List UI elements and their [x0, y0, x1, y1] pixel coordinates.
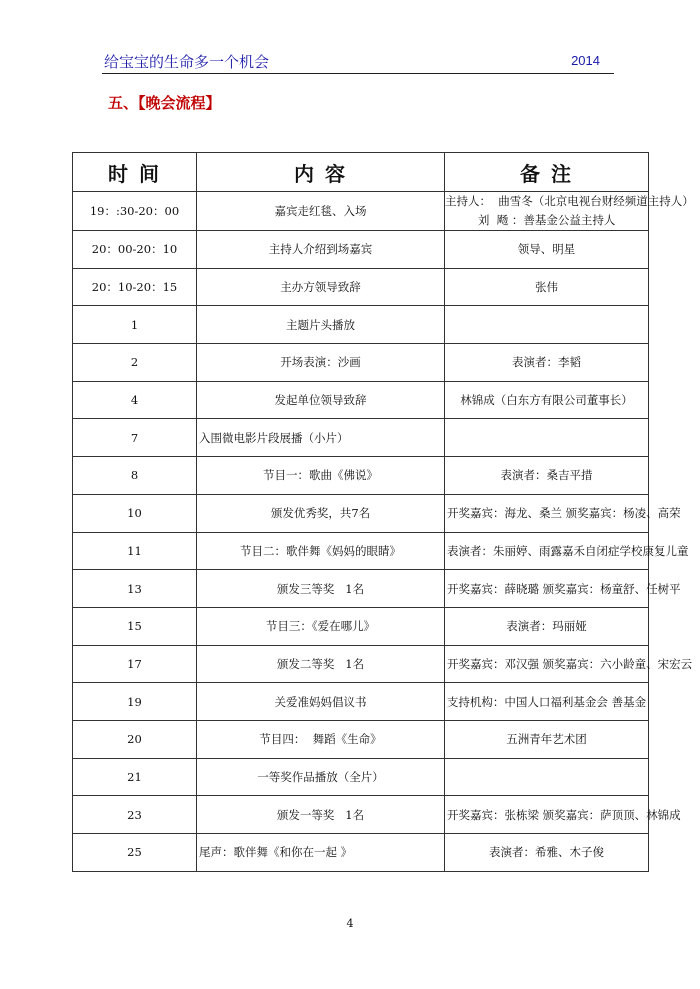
table-row	[73, 570, 649, 608]
page-number: 4	[346, 917, 354, 930]
table-row	[73, 494, 649, 532]
note-cell	[445, 192, 694, 231]
note-cell	[445, 306, 649, 344]
time-cell: 20：10-20：15	[73, 268, 197, 306]
note-cell: 领导、明星	[445, 231, 649, 269]
time-cell: 10	[73, 494, 197, 532]
time-cell: 19：:30-20：00	[73, 192, 197, 231]
note-cell: 表演者：桑吉平措	[445, 457, 649, 495]
note-cell: 开奖嘉宾：薛晓璐 颁奖嘉宾：杨童舒、任树平	[445, 570, 649, 608]
note-cell	[445, 419, 649, 457]
table-row	[73, 419, 649, 457]
content-cell: 节目三：《爱在哪儿》	[197, 607, 445, 645]
time-cell: 11	[73, 532, 197, 570]
table-row	[73, 758, 649, 796]
time-cell: 20	[73, 720, 197, 758]
table-row	[73, 720, 649, 758]
content-cell: 尾声：歌伴舞《和你在一起 》	[197, 834, 445, 872]
time-cell: 17	[73, 645, 197, 683]
content-cell: 关爱准妈妈倡议书	[197, 683, 445, 721]
time-cell: 25	[73, 834, 197, 872]
header-title: 给宝宝的生命多一个机会	[104, 53, 270, 71]
time-cell: 1	[73, 306, 197, 344]
header-year: 2014	[571, 53, 600, 68]
note-cell: 开奖嘉宾：张栋梁 颁奖嘉宾：萨顶顶、林锦成	[445, 796, 649, 834]
note-cell: 表演者：玛丽娅	[445, 607, 649, 645]
note-cell: 开奖嘉宾：海龙、桑兰 颁奖嘉宾：杨凌、高荣	[445, 494, 649, 532]
time-cell: 19	[73, 683, 197, 721]
note-cell: 表演者：李韬	[445, 344, 649, 382]
column-header-content: 内 容	[197, 153, 445, 192]
content-cell: 主办方领导致辞	[197, 268, 445, 306]
table-row	[73, 683, 649, 721]
content-cell: 开场表演：沙画	[197, 344, 445, 382]
table-row	[73, 381, 649, 419]
content-cell: 颁发三等奖 1名	[197, 570, 445, 608]
note-line: 主持人： 曲雪冬（北京电视台财经频道主持人）	[445, 194, 694, 208]
content-cell: 节目二：歌伴舞《妈妈的眼睛》	[197, 532, 445, 570]
time-cell: 21	[73, 758, 197, 796]
time-cell: 13	[73, 570, 197, 608]
table-row	[73, 306, 649, 344]
content-cell: 节目四： 舞蹈《生命》	[197, 720, 445, 758]
time-cell: 4	[73, 381, 197, 419]
note-cell: 支持机构：中国人口福利基金会 善基金	[445, 683, 649, 721]
content-cell: 主题片头播放	[197, 306, 445, 344]
time-cell: 7	[73, 419, 197, 457]
program-table	[72, 152, 694, 872]
time-cell: 23	[73, 796, 197, 834]
note-cell: 表演者：朱丽婷、雨露嘉禾自闭症学校康复儿童	[445, 532, 649, 570]
table-row	[73, 268, 649, 306]
table-row	[73, 607, 649, 645]
content-cell: 颁发一等奖 1名	[197, 796, 445, 834]
table-row	[73, 645, 649, 683]
section-heading: 五、【晚会流程】	[108, 94, 221, 112]
table-row	[73, 231, 649, 269]
note-cell: 表演者：希雅、木子俊	[445, 834, 649, 872]
content-cell: 颁发二等奖 1名	[197, 645, 445, 683]
content-cell: 节目一：歌曲《佛说》	[197, 457, 445, 495]
content-cell: 入围微电影片段展播（小片）	[197, 419, 445, 457]
content-cell: 发起单位领导致辞	[197, 381, 445, 419]
running-header	[102, 51, 614, 74]
content-cell: 主持人介绍到场嘉宾	[197, 231, 445, 269]
table-row	[73, 834, 649, 872]
content-cell: 嘉宾走红毯、入场	[197, 192, 445, 231]
table-row	[73, 344, 649, 382]
table-header-row	[73, 153, 649, 192]
table-row	[73, 796, 649, 834]
time-cell: 15	[73, 607, 197, 645]
note-cell: 张伟	[445, 268, 649, 306]
table-row	[73, 457, 649, 495]
note-cell: 开奖嘉宾：邓汉强 颁奖嘉宾：六小龄童、宋宏云	[445, 645, 649, 683]
content-cell: 一等奖作品播放（全片）	[197, 758, 445, 796]
column-header-note: 备 注	[445, 153, 649, 192]
table-row	[73, 532, 649, 570]
column-header-time: 时 间	[73, 153, 197, 192]
note-cell: 五洲青年艺术团	[445, 720, 649, 758]
time-cell: 2	[73, 344, 197, 382]
note-line: 刘 飏 ：善基金公益主持人	[445, 213, 616, 227]
note-cell	[445, 758, 649, 796]
time-cell: 20：00-20：10	[73, 231, 197, 269]
content-cell: 颁发优秀奖，共7名	[197, 494, 445, 532]
note-cell: 林锦成（白东方有限公司董事长）	[445, 381, 649, 419]
time-cell: 8	[73, 457, 197, 495]
table-row	[73, 192, 649, 231]
